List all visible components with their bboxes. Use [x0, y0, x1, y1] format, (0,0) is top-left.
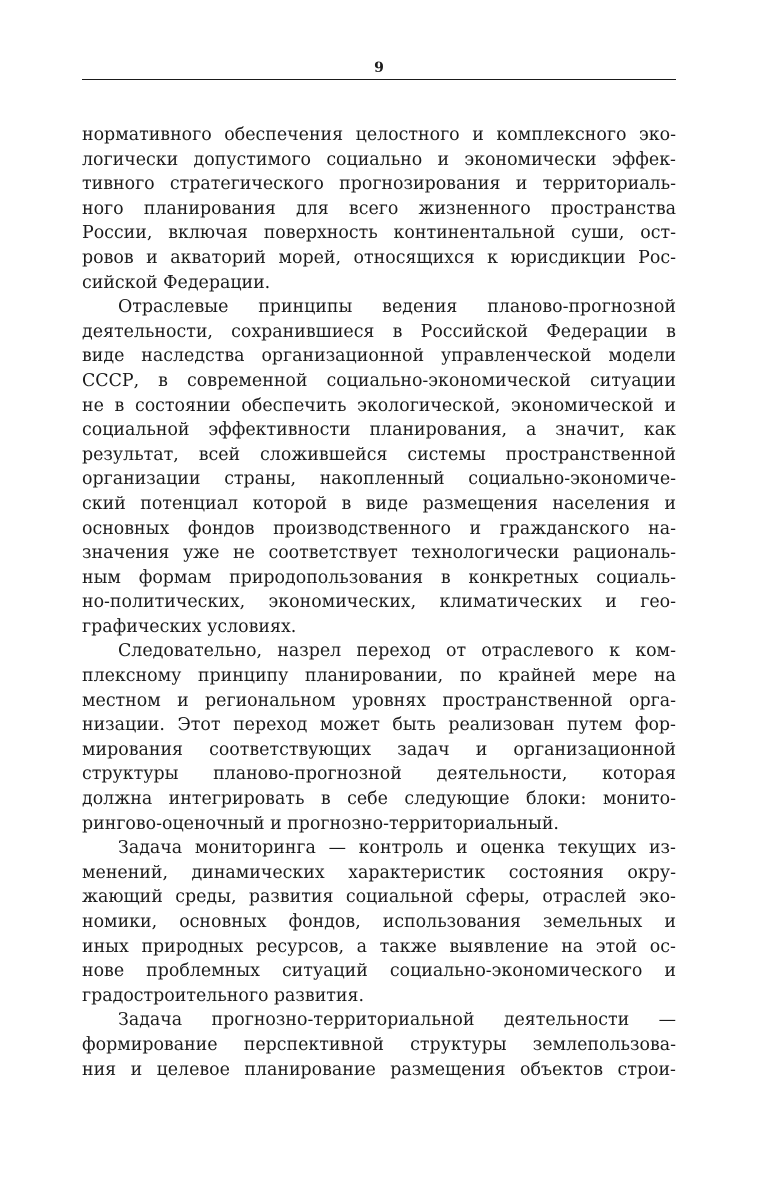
word: сохранившиеся	[231, 321, 375, 342]
word: ного	[82, 198, 124, 219]
word: уровнях	[352, 690, 427, 711]
text-line	[82, 492, 676, 517]
word: графических	[82, 616, 202, 637]
word: климатических	[439, 592, 582, 613]
word: переход	[233, 715, 308, 736]
text-line	[82, 197, 676, 222]
word: рациональ-	[572, 543, 676, 564]
word: в	[158, 370, 168, 391]
text-line	[82, 1008, 676, 1033]
word: быть	[392, 715, 436, 736]
word: интегрировать	[168, 789, 305, 810]
word: структуры	[410, 1034, 507, 1055]
word: мирования	[82, 739, 184, 760]
word: поверхность	[263, 223, 378, 244]
word: размещения	[390, 1059, 506, 1080]
word: реализован	[448, 715, 555, 736]
text-line	[82, 590, 676, 615]
text-line	[82, 713, 676, 738]
word: формам	[138, 567, 212, 588]
word: и	[475, 739, 488, 760]
word: к	[487, 247, 499, 268]
word: Отраслевые	[118, 297, 229, 318]
word: деятельности	[503, 1010, 630, 1031]
word: допустимого	[193, 149, 312, 170]
text-line	[82, 689, 676, 714]
word: крайней	[498, 666, 576, 687]
word: обеспечить	[241, 395, 347, 416]
word: условиях.	[207, 616, 297, 637]
word: следующие	[404, 789, 510, 810]
word: ский	[82, 493, 126, 514]
word: на	[561, 936, 584, 957]
word: рингово-оценочный	[82, 813, 265, 834]
text-line	[82, 935, 676, 960]
text-line	[82, 320, 676, 345]
text-line	[82, 541, 676, 566]
word: Этот	[177, 715, 221, 736]
word: состояния	[508, 862, 604, 883]
word: назрел	[277, 641, 342, 662]
text-line	[82, 394, 676, 419]
word: морей,	[278, 247, 342, 268]
word: сложившейся	[260, 444, 388, 465]
word: также	[379, 936, 437, 957]
word: монито-	[602, 789, 676, 810]
word: основных	[179, 912, 267, 932]
word: местном	[82, 690, 161, 711]
word: тивного	[82, 174, 155, 195]
word: технологически	[411, 543, 560, 564]
word: экономических,	[268, 592, 417, 613]
text-line	[82, 566, 676, 591]
text-line	[82, 221, 676, 246]
word: текущих	[557, 838, 637, 859]
word: России,	[82, 223, 153, 244]
text-line	[82, 418, 676, 443]
word: целевое	[156, 1059, 230, 1080]
word: путем	[567, 715, 623, 736]
word: Рос-	[638, 247, 676, 268]
text-line	[82, 812, 676, 837]
word: социальной	[82, 420, 190, 441]
word: пространственной	[442, 690, 613, 711]
word: экономически	[464, 149, 597, 170]
word: и	[146, 247, 158, 268]
word: не	[233, 543, 255, 564]
text-line	[82, 762, 676, 787]
text-line	[82, 615, 676, 640]
word: среды,	[175, 887, 237, 908]
word: и	[605, 592, 617, 613]
word: региональном	[205, 690, 336, 711]
word: характеристик	[348, 862, 486, 883]
word: обеспечения	[224, 125, 344, 145]
word: эко-	[639, 125, 676, 145]
word: отраслевого	[481, 641, 594, 662]
text-line	[82, 443, 676, 468]
word: соответствующих	[209, 739, 372, 760]
word: социально-экономиче-	[468, 469, 676, 490]
word: должна	[82, 789, 153, 810]
word: целостного	[355, 125, 460, 145]
word: в	[666, 321, 676, 342]
word: прогнозирования	[339, 174, 501, 195]
word: в	[320, 789, 331, 810]
word: орга-	[629, 690, 676, 711]
word: деятельности,	[82, 321, 213, 342]
word: потенциал	[140, 493, 238, 514]
text-line	[82, 959, 676, 984]
text-line	[82, 787, 676, 812]
word: системы	[407, 444, 486, 465]
text-line	[82, 836, 676, 861]
word: пространства	[550, 198, 676, 219]
text-line	[82, 639, 676, 664]
word: пространственной	[505, 444, 676, 465]
word: этой	[595, 936, 638, 957]
word: результат,	[82, 444, 179, 465]
word: накопленный	[319, 469, 445, 490]
word: страны,	[224, 469, 297, 490]
word: организации	[82, 469, 201, 490]
word: модели	[608, 346, 676, 367]
word: эффективности	[208, 420, 351, 441]
text-line	[82, 910, 676, 935]
word: всей	[198, 444, 241, 465]
word: социально-экономической	[326, 370, 572, 391]
word: которая	[602, 764, 676, 785]
text-line	[82, 1058, 676, 1083]
word: и	[469, 518, 482, 539]
word: и	[130, 1059, 143, 1080]
word: планово-прогнозной	[213, 764, 402, 785]
word: логически	[82, 149, 179, 170]
word: градостроительного	[82, 985, 269, 1006]
paragraph	[82, 639, 676, 836]
word: экономической	[511, 395, 654, 416]
word: прогнозно-территориальной	[211, 1010, 475, 1031]
word: основных	[82, 518, 170, 539]
word: объектов	[520, 1059, 604, 1080]
word: как	[643, 420, 676, 441]
word: и	[664, 493, 676, 514]
word: СССР,	[82, 370, 140, 391]
word: производственного	[273, 518, 451, 539]
word: ведения	[382, 297, 458, 318]
word: отраслей	[542, 887, 627, 908]
word: размещения	[422, 493, 538, 514]
word: и	[664, 961, 676, 982]
word: землепользова-	[532, 1034, 676, 1055]
word: по	[459, 666, 482, 687]
word: но-политических,	[82, 592, 246, 613]
text-line	[82, 369, 676, 394]
word: земельных	[542, 912, 643, 932]
word: строи-	[617, 1059, 676, 1080]
word: ния	[82, 1059, 117, 1080]
paragraph	[82, 123, 676, 295]
word: из-	[648, 838, 676, 859]
word: жизненного	[418, 198, 531, 219]
word: прогнозно-территориальный.	[287, 813, 559, 834]
word: не	[82, 395, 104, 416]
word: на	[653, 666, 676, 687]
word: жающий	[82, 887, 163, 908]
word: Задача	[118, 838, 183, 859]
word: экологической,	[357, 395, 501, 416]
word: и	[664, 912, 676, 932]
word: юрисдикции	[510, 247, 626, 268]
word: ресурсов,	[255, 936, 344, 957]
word: Следовательно,	[118, 641, 262, 662]
word: Задача	[118, 1010, 183, 1031]
word: гео-	[640, 592, 676, 613]
paragraph	[82, 1008, 676, 1082]
word: в	[341, 493, 352, 514]
text-line	[82, 664, 676, 689]
word: и	[455, 838, 468, 859]
word: может	[319, 715, 380, 736]
word: в	[392, 321, 403, 342]
word: организационной	[261, 346, 425, 367]
word: и	[270, 813, 282, 834]
word: ситуаций	[281, 961, 368, 982]
word: Федерации.	[163, 272, 271, 293]
word: всего	[348, 198, 399, 219]
word: природных	[141, 936, 244, 957]
word: фондов,	[288, 912, 361, 932]
word: и	[437, 149, 450, 170]
word: формирование	[82, 1034, 218, 1055]
word: социально	[326, 149, 423, 170]
word: Федерации	[546, 321, 648, 342]
word: в	[440, 567, 451, 588]
text-line	[82, 148, 676, 173]
paragraph	[82, 836, 676, 1008]
text-line	[82, 344, 676, 369]
word: развития	[248, 887, 334, 908]
word: виде	[82, 346, 125, 367]
word: планирования	[143, 198, 276, 219]
word: —	[328, 838, 346, 859]
text-line	[82, 738, 676, 763]
word: эко-	[638, 887, 676, 908]
word: а	[525, 420, 537, 441]
word: в	[114, 395, 125, 416]
word: иных	[82, 936, 129, 957]
word: современной	[186, 370, 308, 391]
word: принципы	[258, 297, 353, 318]
word: на-	[648, 518, 676, 539]
body-text	[82, 123, 676, 1082]
page-number: 9	[374, 60, 384, 76]
text-line	[82, 885, 676, 910]
paragraph	[82, 295, 676, 639]
word: структуры	[82, 764, 179, 785]
word: блоки:	[526, 789, 587, 810]
text-line	[82, 172, 676, 197]
text-line	[82, 467, 676, 492]
word: социально-экономического	[389, 961, 643, 982]
word: ком-	[635, 641, 676, 662]
text-line	[82, 984, 676, 1009]
word: суши,	[571, 223, 625, 244]
word: значит,	[555, 420, 625, 441]
word: гражданского	[499, 518, 630, 539]
word: значения	[82, 543, 170, 564]
word: и	[472, 125, 484, 145]
word: мере	[592, 666, 638, 687]
word: социаль-	[596, 567, 676, 588]
word: ным	[82, 567, 121, 588]
word: использования	[382, 912, 521, 932]
word: ост-	[640, 223, 676, 244]
word: окру-	[627, 862, 676, 883]
word: населения	[552, 493, 650, 514]
word: от	[445, 641, 467, 662]
word: комплексного	[496, 125, 627, 145]
word: стратегического	[169, 174, 324, 195]
word: виде	[365, 493, 409, 514]
word: нове	[82, 961, 125, 982]
word: ситуации	[590, 370, 676, 391]
text-line	[82, 246, 676, 271]
word: организационной	[513, 739, 676, 760]
word: сийской	[82, 272, 158, 293]
word: уже	[182, 543, 220, 564]
word: для	[296, 198, 329, 219]
text-line	[82, 1033, 676, 1058]
word: деятельности,	[436, 764, 568, 785]
word: планирование	[244, 1059, 376, 1080]
word: ос-	[649, 936, 676, 957]
word: состоянии	[134, 395, 231, 416]
word: переход	[356, 641, 431, 662]
word: относящихся	[353, 247, 475, 268]
word: континентальной	[393, 223, 556, 244]
text-line	[82, 517, 676, 542]
word: территориаль-	[542, 174, 676, 195]
word: планирования,	[369, 420, 508, 441]
word: динамических	[191, 862, 325, 883]
text-line	[82, 123, 676, 148]
word: природопользования	[229, 567, 424, 588]
word: социальной	[345, 887, 454, 908]
word: и	[177, 690, 189, 711]
word: —	[658, 1010, 676, 1031]
page-header	[82, 56, 676, 80]
word: а	[356, 936, 367, 957]
word: плексному	[82, 666, 182, 687]
word: Российской	[420, 321, 529, 342]
word: развития.	[273, 985, 364, 1006]
text-line	[82, 295, 676, 320]
word: фондов	[187, 518, 255, 539]
word: и	[664, 395, 676, 416]
word: проблемных	[146, 961, 260, 982]
word: себе	[347, 789, 388, 810]
word: эффек-	[611, 149, 676, 170]
word: и	[515, 174, 528, 195]
word: управленческой	[440, 346, 592, 367]
word: оценка	[480, 838, 546, 859]
header-rule	[82, 79, 676, 80]
word: нормативного	[82, 125, 212, 145]
word: акваторий	[170, 247, 267, 268]
word: выявление	[449, 936, 549, 957]
text-line	[82, 271, 676, 296]
word: включая	[168, 223, 248, 244]
word: контроль	[358, 838, 444, 859]
word: задач	[397, 739, 450, 760]
word: низации.	[82, 715, 165, 736]
word: к	[609, 641, 620, 662]
word: которой	[252, 493, 328, 514]
word: мониторинга	[194, 838, 316, 859]
word: перспективной	[243, 1034, 384, 1055]
word: менений,	[82, 862, 169, 883]
word: фор-	[634, 715, 676, 736]
word: принципу	[197, 666, 289, 687]
word: конкретных	[468, 567, 579, 588]
word: наследства	[141, 346, 245, 367]
text-line	[82, 861, 676, 886]
word: соответствует	[268, 543, 398, 564]
word: ровов	[82, 247, 134, 268]
word: сферы,	[465, 887, 530, 908]
word: планово-прогнозной	[487, 297, 676, 318]
word: номики,	[82, 912, 158, 932]
word: планировании,	[304, 666, 444, 687]
